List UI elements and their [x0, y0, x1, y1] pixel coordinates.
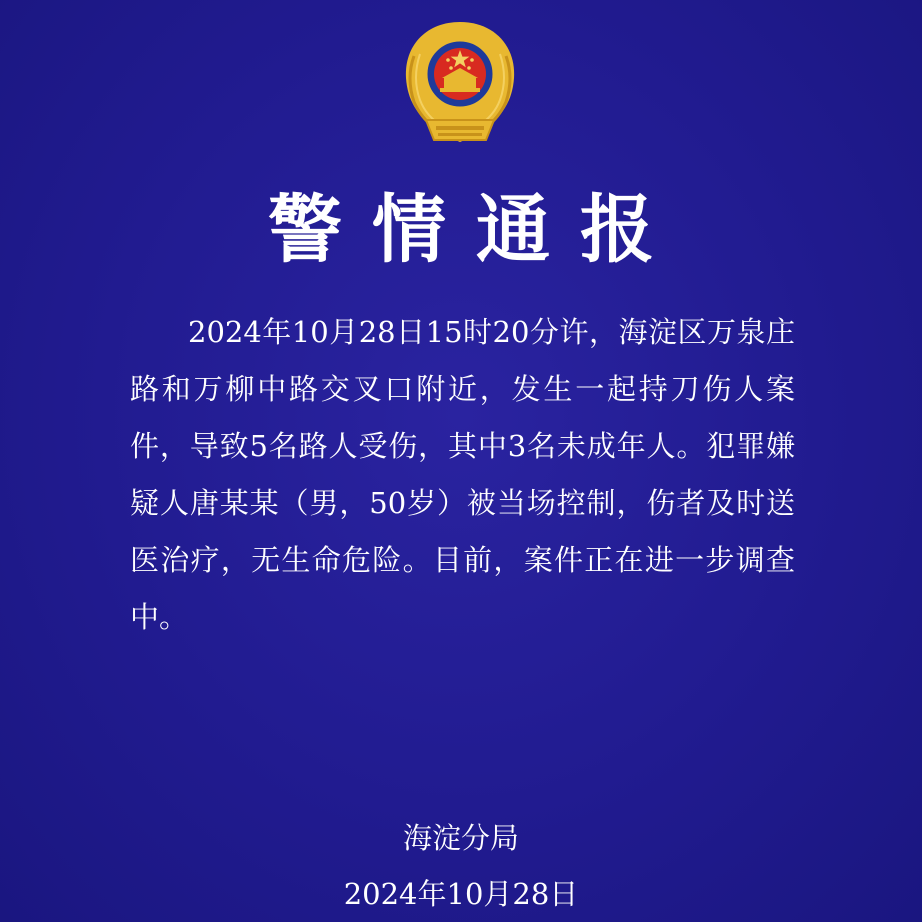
signature-date: 2024年10月28日: [343, 877, 579, 911]
notice-title: 警情通报: [268, 187, 684, 273]
notice-body: 2024年10月28日15时20分许，海淀区万泉庄路和万柳中路交叉口附近，发生一起持刀伤人案件，导致5名路人受伤，其中3名未成年人。犯罪嫌疑人唐某某（男，50岁）被当场控制，伤者及时送医治疗，无生命危险。目前，案件正在进一步调查中。: [130, 315, 795, 634]
police-emblem-icon: [396, 16, 524, 148]
signature-organization: 海淀分局: [402, 821, 519, 855]
